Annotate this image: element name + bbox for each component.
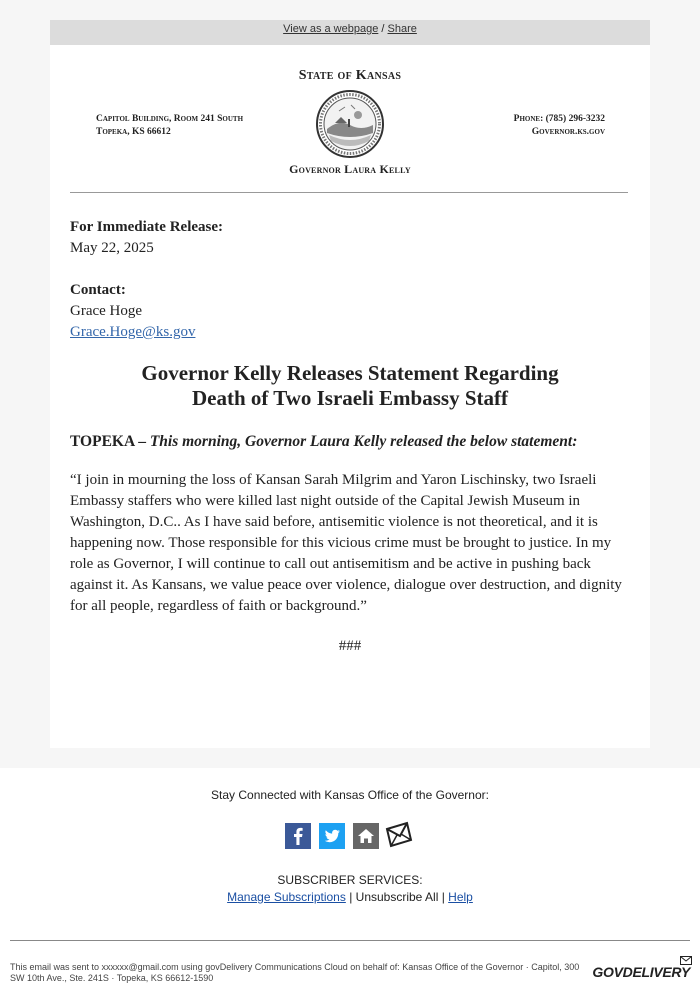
home-icon[interactable] bbox=[353, 823, 379, 854]
release-content bbox=[70, 217, 630, 657]
state-title: State of Kansas bbox=[298, 68, 402, 83]
kansas-seal-icon bbox=[315, 89, 385, 159]
view-as-webpage-link[interactable]: View as a webpage bbox=[283, 23, 379, 35]
footer-divider bbox=[10, 940, 690, 941]
facebook-icon[interactable] bbox=[285, 823, 311, 854]
manage-subscriptions-link[interactable]: Manage Subscriptions bbox=[227, 890, 346, 904]
fine-print: This email was sent to xxxxxx@gmail.com using govDelivery Communications Cloud on behalf of: Kansas Office of the Governor · Capitol, 300 SW 10th Ave., Ste. 241S · Topeka, KS 66612-1590 bbox=[10, 962, 580, 983]
twitter-icon[interactable] bbox=[319, 823, 345, 854]
headline-line-2: Death of Two Israeli Embassy Staff bbox=[192, 386, 508, 410]
share-link[interactable]: Share bbox=[387, 23, 417, 35]
phone-number: Phone: (785) 296-3232 bbox=[513, 114, 605, 124]
unsubscribe-all-link[interactable]: Unsubscribe All bbox=[355, 890, 439, 904]
dateline-dash: – bbox=[134, 433, 150, 450]
contact-label: Contact: bbox=[70, 282, 126, 298]
contact-email-link[interactable]: Grace.Hoge@ks.gov bbox=[70, 324, 196, 340]
govdelivery-logo bbox=[592, 964, 690, 980]
dateline bbox=[70, 431, 630, 452]
social-links bbox=[285, 823, 415, 851]
release-date: May 22, 2025 bbox=[70, 240, 154, 256]
help-link[interactable]: Help bbox=[448, 890, 473, 904]
headline-line-1: Governor Kelly Releases Statement Regarding bbox=[141, 361, 559, 385]
statement-body: “I join in mourning the loss of Kansan Sarah Milgrim and Yaron Lischinsky, two Israeli Embassy staffers who were killed last night outside of the Capital Jewish Museum in Washington, D.C.. As I have said before, antisemitic violence is not theoretical, and it is happening now. Those responsible for this vicious crime must be brought to justice. In my role as Governor, I will continue to call out antisemitism and be active in pushing back against it. As Kansans, we value peace over violence, dialogue over destruction, and dignity for all people, regardless of faith or background.” bbox=[70, 472, 622, 614]
office-address bbox=[96, 113, 243, 139]
headline bbox=[70, 361, 630, 411]
dateline-text: This morning, Governor Laura Kelly released the below statement: bbox=[149, 433, 578, 450]
pipe-separator: | bbox=[345, 890, 356, 904]
contact-name: Grace Hoge bbox=[70, 303, 143, 319]
dateline-city: TOPEKA bbox=[70, 433, 135, 450]
governor-name: Governor Laura Kelly bbox=[289, 162, 411, 176]
preheader-bar bbox=[50, 20, 650, 45]
letterhead bbox=[50, 45, 650, 195]
address-line-1: Capitol Building, Room 241 South bbox=[96, 114, 244, 124]
subscriber-services-label: SUBSCRIBER SERVICES: bbox=[277, 873, 423, 887]
website: Governor.ks.gov bbox=[531, 127, 605, 137]
envelope-icon bbox=[680, 956, 692, 966]
subscriber-services bbox=[0, 872, 700, 906]
pipe-separator: | bbox=[438, 890, 449, 904]
release-label: For Immediate Release: bbox=[70, 219, 224, 235]
email-icon[interactable] bbox=[385, 820, 413, 855]
letterhead-divider bbox=[70, 192, 628, 193]
preheader-separator: / bbox=[378, 23, 388, 35]
address-line-2: Topeka, KS 66612 bbox=[96, 127, 171, 137]
govdelivery-brand: GOVDELIVERY bbox=[592, 964, 690, 980]
end-mark: ### bbox=[338, 638, 362, 654]
office-contact bbox=[514, 113, 605, 139]
stay-connected-text: Stay Connected with Kansas Office of the Governor: bbox=[211, 788, 489, 802]
press-release-card bbox=[50, 45, 650, 748]
